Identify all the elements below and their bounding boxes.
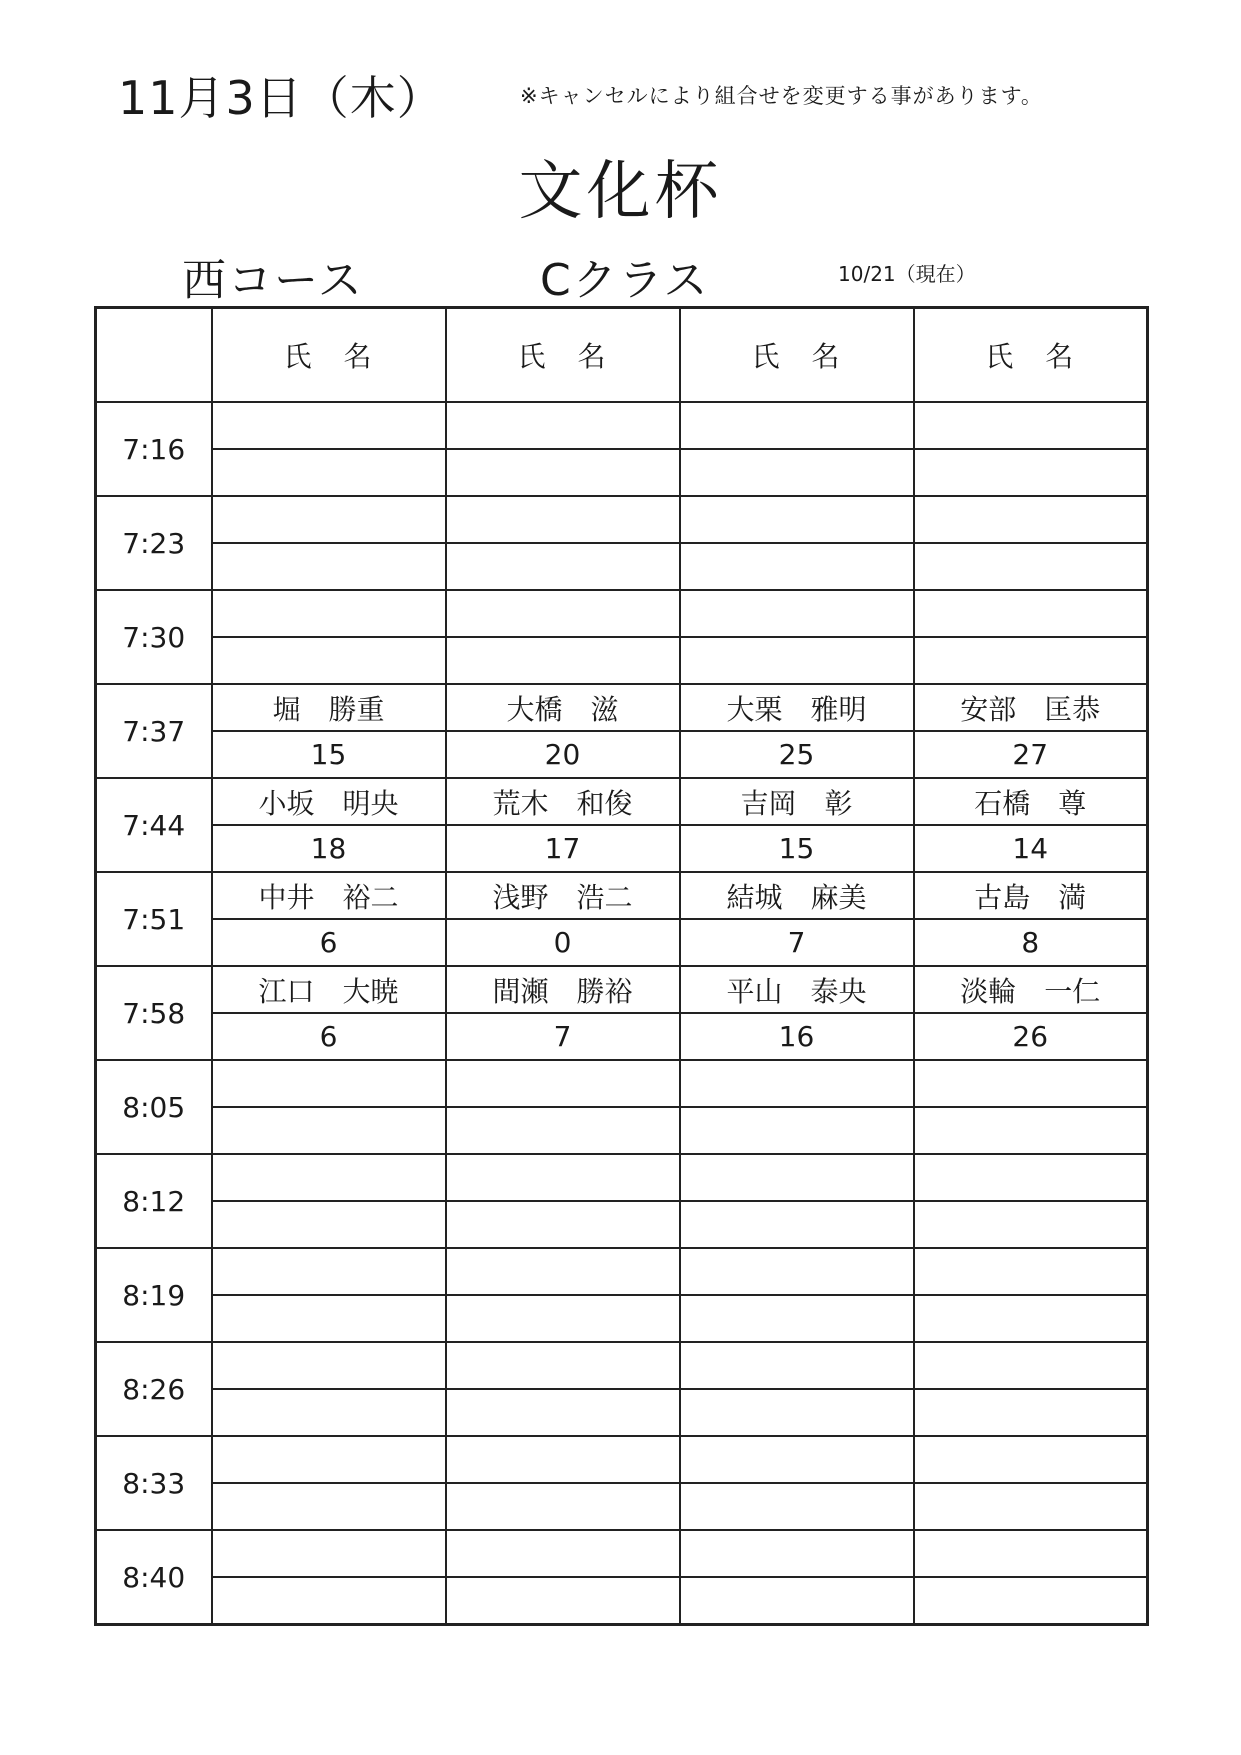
player-name: 小坂 明央: [212, 778, 446, 825]
player-name: [680, 1248, 914, 1295]
player-handicap: 16: [680, 1013, 914, 1060]
player-name: 間瀬 勝裕: [446, 966, 680, 1013]
as-of-date: 10/21（現在）: [838, 262, 976, 286]
tee-time: 8:12: [96, 1154, 212, 1248]
player-handicap: [212, 1483, 446, 1530]
player-name: [446, 590, 680, 637]
tee-time: 8:40: [96, 1530, 212, 1625]
player-name: [914, 590, 1148, 637]
table-row: [96, 684, 1148, 731]
table-row: [96, 919, 1148, 966]
player-handicap: [914, 449, 1148, 496]
player-name: [914, 1342, 1148, 1389]
tee-time: 7:23: [96, 496, 212, 590]
player-name: [446, 1154, 680, 1201]
player-name: 淡輪 一仁: [914, 966, 1148, 1013]
player-handicap: [680, 1577, 914, 1625]
player-name: [212, 1248, 446, 1295]
player-name: [212, 402, 446, 449]
player-handicap: [914, 1295, 1148, 1342]
player-handicap: 20: [446, 731, 680, 778]
player-handicap: [446, 1201, 680, 1248]
tee-time: 7:51: [96, 872, 212, 966]
tee-time: 7:37: [96, 684, 212, 778]
player-name: 安部 匡恭: [914, 684, 1148, 731]
player-handicap: [212, 1577, 446, 1625]
player-name: [446, 496, 680, 543]
player-name: [680, 1060, 914, 1107]
player-name: [914, 1154, 1148, 1201]
player-handicap: 26: [914, 1013, 1148, 1060]
player-handicap: [680, 1295, 914, 1342]
table-row: [96, 590, 1148, 637]
player-handicap: [914, 1577, 1148, 1625]
name-column-header: 氏 名: [212, 308, 446, 403]
table-row: [96, 1577, 1148, 1625]
player-handicap: [680, 1107, 914, 1154]
player-name: 古島 満: [914, 872, 1148, 919]
player-name: [680, 1342, 914, 1389]
table-header-row: [96, 308, 1148, 403]
player-name: [680, 590, 914, 637]
table-row: [96, 1483, 1148, 1530]
player-handicap: [914, 1389, 1148, 1436]
player-name: [914, 1530, 1148, 1577]
tee-time: 7:58: [96, 966, 212, 1060]
player-name: 浅野 浩二: [446, 872, 680, 919]
player-name: 結城 麻美: [680, 872, 914, 919]
player-name: [446, 1342, 680, 1389]
player-name: [680, 496, 914, 543]
table-row: [96, 872, 1148, 919]
player-handicap: 15: [680, 825, 914, 872]
player-handicap: [680, 1201, 914, 1248]
table-row: [96, 966, 1148, 1013]
player-handicap: 0: [446, 919, 680, 966]
player-name: 中井 裕二: [212, 872, 446, 919]
table-row: [96, 1436, 1148, 1483]
player-name: [680, 1436, 914, 1483]
player-name: [680, 402, 914, 449]
event-date: 11月3日（木）: [118, 71, 444, 125]
player-handicap: [446, 449, 680, 496]
player-name: [446, 1530, 680, 1577]
player-name: 江口 大暁: [212, 966, 446, 1013]
player-name: [446, 1060, 680, 1107]
player-handicap: 6: [212, 919, 446, 966]
table-row: [96, 1201, 1148, 1248]
player-handicap: [446, 1483, 680, 1530]
player-handicap: [212, 1389, 446, 1436]
table-row: [96, 1342, 1148, 1389]
player-handicap: 25: [680, 731, 914, 778]
player-name: 大橋 滋: [446, 684, 680, 731]
tee-time: 8:05: [96, 1060, 212, 1154]
player-handicap: 27: [914, 731, 1148, 778]
player-handicap: [446, 1295, 680, 1342]
tee-time: 8:19: [96, 1248, 212, 1342]
table-row: [96, 1530, 1148, 1577]
player-name: [212, 496, 446, 543]
player-name: [212, 1154, 446, 1201]
player-name: 石橋 尊: [914, 778, 1148, 825]
table-row: [96, 1295, 1148, 1342]
player-name: [914, 1060, 1148, 1107]
player-handicap: 6: [212, 1013, 446, 1060]
player-handicap: [212, 637, 446, 684]
player-handicap: [914, 637, 1148, 684]
course-label: 西コース: [182, 255, 364, 306]
player-name: 平山 泰央: [680, 966, 914, 1013]
tee-time: 8:33: [96, 1436, 212, 1530]
cancellation-note: ※キャンセルにより組合せを変更する事があります。: [520, 84, 1043, 108]
table-row: [96, 1389, 1148, 1436]
player-handicap: [446, 637, 680, 684]
player-handicap: [680, 543, 914, 590]
player-name: [212, 1436, 446, 1483]
player-handicap: [212, 1201, 446, 1248]
table-row: [96, 637, 1148, 684]
player-name: [680, 1154, 914, 1201]
table-row: [96, 1013, 1148, 1060]
player-handicap: [680, 449, 914, 496]
player-name: 吉岡 彰: [680, 778, 914, 825]
page-title: 文化杯: [518, 155, 723, 229]
tee-time: 7:16: [96, 402, 212, 496]
name-column-header: 氏 名: [680, 308, 914, 403]
player-name: [914, 1436, 1148, 1483]
player-handicap: [914, 543, 1148, 590]
player-handicap: [212, 449, 446, 496]
player-name: [680, 1530, 914, 1577]
tee-time: 8:26: [96, 1342, 212, 1436]
player-handicap: [212, 1295, 446, 1342]
tee-time: 7:44: [96, 778, 212, 872]
table-row: [96, 449, 1148, 496]
player-handicap: [914, 1107, 1148, 1154]
player-name: [212, 1060, 446, 1107]
player-handicap: [914, 1201, 1148, 1248]
player-name: [446, 402, 680, 449]
player-handicap: 7: [446, 1013, 680, 1060]
player-handicap: 15: [212, 731, 446, 778]
player-name: [212, 590, 446, 637]
player-handicap: 8: [914, 919, 1148, 966]
pairing-table: [94, 306, 1149, 1626]
table-row: [96, 1060, 1148, 1107]
player-handicap: [680, 637, 914, 684]
tee-time: 7:30: [96, 590, 212, 684]
time-column-header: [96, 308, 212, 403]
name-column-header: 氏 名: [446, 308, 680, 403]
table-row: [96, 402, 1148, 449]
player-handicap: [212, 1107, 446, 1154]
player-name: 大栗 雅明: [680, 684, 914, 731]
player-name: [914, 402, 1148, 449]
player-name: 荒木 和俊: [446, 778, 680, 825]
player-handicap: [446, 1577, 680, 1625]
player-name: [914, 1248, 1148, 1295]
player-handicap: [914, 1483, 1148, 1530]
player-handicap: 17: [446, 825, 680, 872]
player-name: [914, 496, 1148, 543]
player-name: [446, 1248, 680, 1295]
table-row: [96, 825, 1148, 872]
name-column-header: 氏 名: [914, 308, 1148, 403]
table-row: [96, 543, 1148, 590]
player-handicap: [680, 1483, 914, 1530]
player-handicap: 7: [680, 919, 914, 966]
player-handicap: [212, 543, 446, 590]
table-row: [96, 1107, 1148, 1154]
player-name: [212, 1530, 446, 1577]
pairing-table-body: [96, 402, 1148, 1625]
player-name: [212, 1342, 446, 1389]
table-row: [96, 778, 1148, 825]
table-row: [96, 731, 1148, 778]
player-handicap: 18: [212, 825, 446, 872]
player-handicap: [446, 543, 680, 590]
player-name: [446, 1436, 680, 1483]
table-row: [96, 1154, 1148, 1201]
player-handicap: [680, 1389, 914, 1436]
class-label: Cクラス: [540, 255, 710, 306]
player-handicap: [446, 1389, 680, 1436]
table-row: [96, 496, 1148, 543]
player-name: 堀 勝重: [212, 684, 446, 731]
player-handicap: 14: [914, 825, 1148, 872]
player-handicap: [446, 1107, 680, 1154]
table-row: [96, 1248, 1148, 1295]
